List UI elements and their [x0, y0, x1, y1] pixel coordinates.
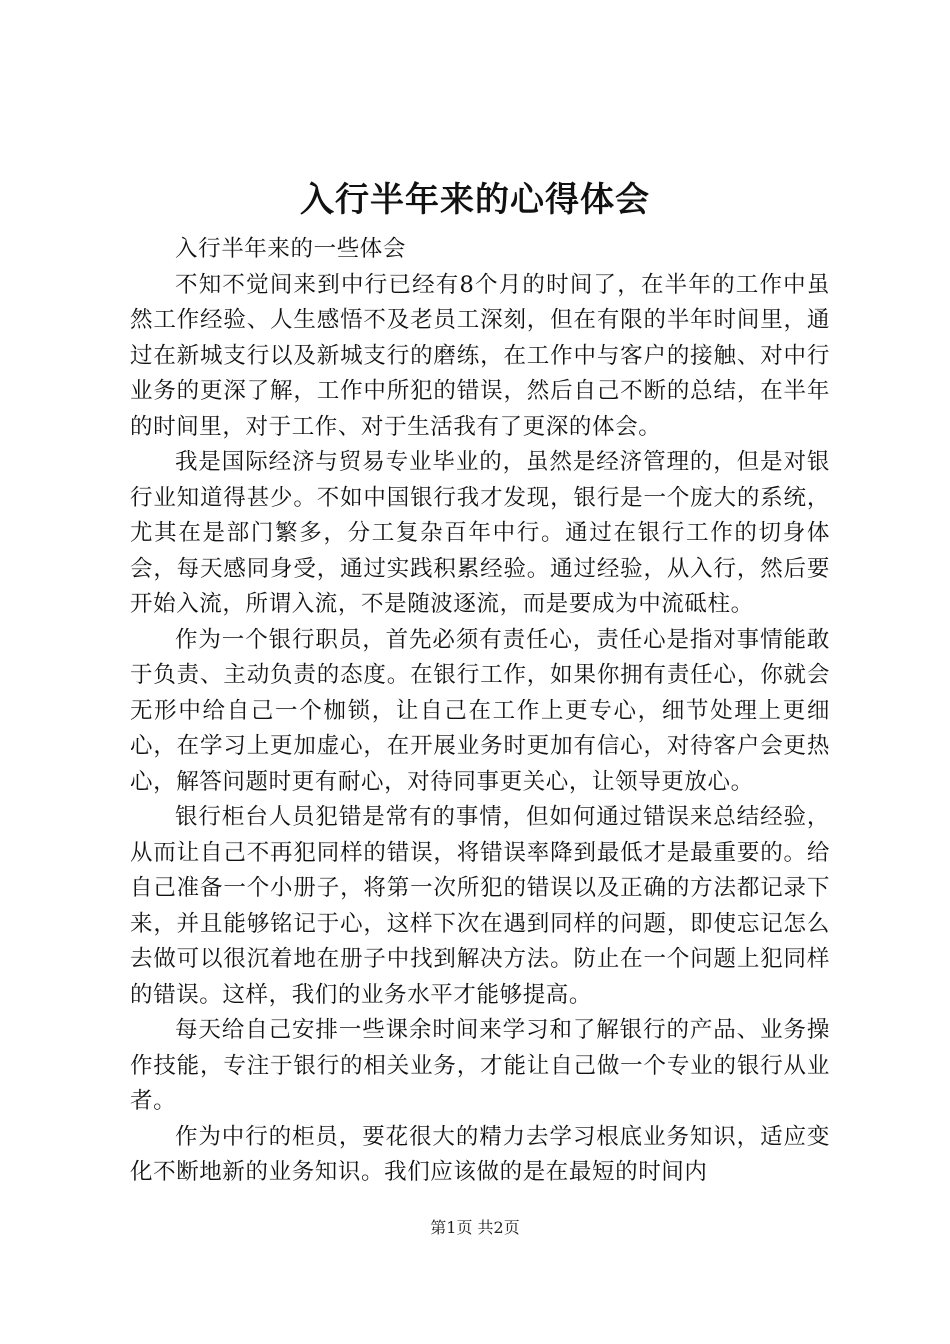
document-body — [130, 232, 830, 1191]
paragraph-subtitle: 入行半年来的一些体会 — [175, 236, 407, 262]
paragraph-mistakes: 银行柜台人员犯错是常有的事情，但如何通过错误来总结经验，从而让自己不再犯同样的错误，将错误率降到最低才是最重要的。给自己准备一个小册子，将第一次所犯的错误以及正确的方法都记录下来，并且能够铭记于心，这样下次在遇到同样的问题，即使忘记怎么去做可以很沉着地在册子中找到解决方法。防止在一个问题上犯同样的错误。这样，我们的业务水平才能够提高。 — [130, 804, 830, 1008]
paragraph-study: 每天给自己安排一些课余时间来学习和了解银行的产品、业务操作技能，专注于银行的相关业务，才能让自己做一个专业的银行从业者。 — [130, 1017, 830, 1114]
paragraph-intro: 不知不觉间来到中行已经有8个月的时间了，在半年的工作中虽然工作经验、人生感悟不及老员工深刻，但在有限的半年时间里，通过在新城支行以及新城支行的磨练，在工作中与客户的接触、对中行业务的更深了解，工作中所犯的错误，然后自己不断的总结，在半年的时间里，对于工作、对于生活我有了更深的体会。 — [130, 271, 830, 440]
document-title: 入行半年来的心得体会 — [300, 180, 650, 220]
paragraph-teller: 作为中行的柜员，要花很大的精力去学习根底业务知识，适应变化不断地新的业务知识。我们应该做的是在最短的时间内 — [130, 1123, 830, 1185]
paragraph-responsibility: 作为一个银行职员，首先必须有责任心，责任心是指对事情能敢于负责、主动负责的态度。在银行工作，如果你拥有责任心，你就会无形中给自己一个枷锁，让自己在工作上更专心，细节处理上更细心，在学习上更加虚心，在开展业务时更加有信心，对待客户会更热心，解答问题时更有耐心，对待同事更关心，让领导更放心。 — [130, 626, 830, 795]
page-footer: 第1页 共2页 — [430, 1218, 520, 1237]
paragraph-background: 我是国际经济与贸易专业毕业的，虽然是经济管理的，但是对银行业知道得甚少。不如中国银行我才发现，银行是一个庞大的系统，尤其在是部门繁多，分工复杂百年中行。通过在银行工作的切身体会，每天感同身受，通过实践积累经验。通过经验，从入行，然后要开始入流，所谓入流，不是随波逐流，而是要成为中流砥柱。 — [130, 449, 830, 617]
